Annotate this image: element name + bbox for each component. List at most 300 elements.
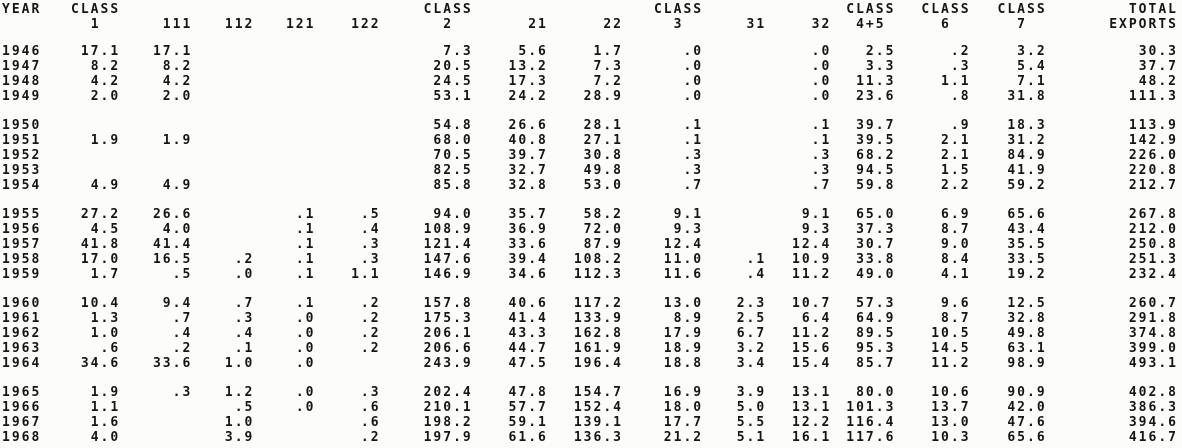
data-cell (315, 148, 380, 163)
data-cell (315, 59, 380, 74)
data-cell: 197.9 (423, 430, 473, 445)
data-cell: .6 (100, 341, 121, 356)
data-cell: 1.9 (162, 133, 193, 148)
data-cell: 136.3 (573, 430, 623, 445)
data-cell: 63.1 (1007, 341, 1047, 356)
spacer-row (2, 282, 1178, 296)
data-cell: 250.8 (1128, 237, 1178, 252)
data-cell: .7 (811, 178, 832, 193)
data-cell: 54.8 (433, 118, 473, 133)
data-cell: 9.3 (673, 222, 704, 237)
data-cell: .0 (811, 74, 832, 89)
year-cell: 1948 (2, 74, 42, 89)
data-cell (254, 89, 315, 104)
header-class_7 (971, 2, 1047, 32)
data-cell: 15.4 (792, 356, 832, 371)
header-label-top: CLASS (423, 2, 473, 17)
data-cell: 13.0 (931, 415, 971, 430)
data-cell: 206.1 (423, 326, 473, 341)
data-cell: 5.1 (736, 430, 767, 445)
data-cell: 53.1 (433, 89, 473, 104)
data-cell: .3 (360, 385, 381, 400)
data-cell: .5 (172, 267, 193, 282)
data-cell: 17.3 (508, 74, 548, 89)
data-cell: 4.9 (90, 178, 121, 193)
data-cell: 7.2 (593, 74, 623, 89)
data-cell: 6.4 (801, 311, 832, 326)
data-cell: 65.6 (1007, 207, 1047, 222)
data-cell: 7.3 (443, 44, 473, 59)
table-row (2, 222, 1178, 237)
data-cell: 48.2 (1138, 74, 1178, 89)
data-cell (315, 118, 380, 133)
data-cell: 493.1 (1128, 356, 1178, 371)
class-header-box (921, 2, 970, 32)
data-cell: 11.6 (663, 267, 704, 282)
header-total (1047, 2, 1178, 32)
data-cell: 251.3 (1128, 252, 1178, 267)
data-cell (254, 148, 315, 163)
data-cell: .2 (360, 326, 381, 341)
data-cell: 89.5 (856, 326, 896, 341)
data-cell: 32.7 (508, 163, 548, 178)
header-label-top: CLASS (921, 2, 971, 17)
year-cell: 1964 (2, 356, 42, 371)
data-cell: 5.0 (736, 400, 767, 415)
data-cell: 10.7 (792, 296, 832, 311)
data-cell: 291.8 (1128, 311, 1178, 326)
year-cell: 1965 (2, 385, 42, 400)
data-cell (120, 163, 192, 178)
data-cell: .3 (234, 311, 255, 326)
table-row (2, 59, 1178, 74)
data-cell: 20.5 (433, 59, 473, 74)
data-cell: .1 (683, 133, 704, 148)
data-cell: 226.0 (1128, 148, 1178, 163)
data-cell: 87.9 (583, 237, 623, 252)
class-header-box (998, 2, 1047, 32)
data-cell (47, 163, 120, 178)
year-cell: 1967 (2, 415, 42, 430)
header-row (2, 2, 1178, 32)
data-cell: 142.9 (1128, 133, 1178, 148)
data-cell: 4.2 (90, 74, 121, 89)
data-cell (254, 178, 315, 193)
data-cell: 31.2 (1007, 133, 1047, 148)
data-cell: 8.4 (941, 252, 971, 267)
data-cell: 117.2 (573, 296, 623, 311)
data-cell: 267.8 (1128, 207, 1178, 222)
data-cell: .0 (683, 44, 704, 59)
data-cell: 5.4 (1017, 59, 1047, 74)
data-cell: 1.7 (593, 44, 623, 59)
data-cell: .0 (811, 59, 832, 74)
data-cell: 57.3 (856, 296, 896, 311)
data-cell: 206.6 (423, 341, 473, 356)
data-cell: 147.6 (423, 252, 473, 267)
data-cell: 6.9 (941, 207, 971, 222)
data-cell: 10.9 (792, 252, 832, 267)
data-cell: 3.9 (736, 385, 767, 400)
data-cell: 53.0 (583, 178, 623, 193)
data-cell: 9.1 (801, 207, 832, 222)
exports-table (2, 2, 1178, 445)
data-cell: .0 (295, 326, 316, 341)
header-label-top: CLASS (997, 2, 1047, 17)
data-cell: 220.8 (1128, 163, 1178, 178)
data-cell: 5.5 (736, 415, 767, 430)
data-cell: 2.5 (736, 311, 767, 326)
data-cell: 1.1 (90, 400, 121, 415)
data-cell: 4.1 (941, 267, 971, 282)
data-cell: 2.0 (90, 89, 121, 104)
data-cell: 11.0 (663, 252, 704, 267)
data-cell: 49.8 (1007, 326, 1047, 341)
data-cell: .3 (950, 59, 971, 74)
data-cell: 65.6 (1007, 430, 1047, 445)
data-cell: 47.8 (508, 385, 548, 400)
table-row (2, 118, 1178, 133)
data-cell: .7 (683, 178, 704, 193)
data-cell: 26.6 (152, 207, 193, 222)
table-row (2, 207, 1178, 222)
data-cell: 3.2 (1017, 44, 1047, 59)
data-cell: 8.7 (941, 311, 971, 326)
header-col_32 (766, 2, 831, 32)
data-cell: 34.6 (80, 356, 121, 371)
data-cell: 94.5 (856, 163, 896, 178)
data-cell: 95.3 (856, 341, 896, 356)
data-cell: 162.8 (573, 326, 623, 341)
data-cell: 68.0 (433, 133, 473, 148)
data-cell: 133.9 (573, 311, 623, 326)
data-cell: 1.9 (90, 385, 121, 400)
data-cell (315, 356, 380, 371)
data-cell: 175.3 (423, 311, 473, 326)
data-cell: 113.9 (1128, 118, 1178, 133)
data-cell: 232.4 (1128, 267, 1178, 282)
data-cell: 40.6 (508, 296, 548, 311)
data-cell: 13.1 (792, 385, 832, 400)
data-cell: .9 (950, 118, 971, 133)
data-cell (192, 133, 254, 148)
data-cell: 152.4 (573, 400, 623, 415)
data-cell: 4.2 (162, 74, 193, 89)
data-cell: .1 (295, 267, 316, 282)
data-cell: 40.8 (508, 133, 548, 148)
table-row (2, 74, 1178, 89)
data-cell: .7 (234, 296, 255, 311)
data-cell (254, 415, 315, 430)
data-cell: .3 (811, 163, 832, 178)
data-cell (192, 222, 254, 237)
header-class_2 (381, 2, 473, 32)
year-cell: 1951 (2, 133, 42, 148)
data-cell: 85.7 (856, 356, 896, 371)
data-cell: 386.3 (1128, 400, 1178, 415)
data-cell: .0 (683, 59, 704, 74)
data-cell: 15.6 (792, 341, 832, 356)
data-cell: 3.3 (865, 59, 896, 74)
data-cell: 108.9 (423, 222, 473, 237)
data-cell: .0 (295, 400, 316, 415)
data-cell: 33.6 (508, 237, 548, 252)
header-label-bottom: 121 (285, 17, 316, 32)
data-cell (703, 89, 766, 104)
year-cell: 1953 (2, 163, 42, 178)
header-label-top (703, 2, 766, 17)
data-cell (254, 133, 315, 148)
data-cell: .0 (295, 341, 316, 356)
table-header (2, 2, 1178, 32)
header-class_4_5 (831, 2, 895, 32)
table-row (2, 178, 1178, 193)
data-cell: 70.5 (433, 148, 473, 163)
data-cell: 212.7 (1128, 178, 1178, 193)
header-label-bottom: EXPORTS (1109, 17, 1178, 32)
table-row (2, 311, 1178, 326)
data-cell: 39.5 (856, 133, 896, 148)
header-label-bottom: 122 (351, 17, 381, 32)
data-cell: 154.7 (573, 385, 623, 400)
year-cell: 1961 (2, 311, 42, 326)
data-cell (192, 44, 254, 59)
year-cell: 1958 (2, 252, 42, 267)
data-cell: 8.2 (90, 59, 121, 74)
data-cell: .7 (172, 311, 193, 326)
table-row (2, 400, 1178, 415)
data-cell: 2.5 (865, 44, 896, 59)
header-col_122 (315, 2, 380, 32)
data-cell: 59.2 (1007, 178, 1047, 193)
header-label-bottom: 6 (941, 17, 951, 32)
data-cell: .2 (950, 44, 971, 59)
header-label-bottom: 32 (811, 17, 832, 32)
data-cell: 17.1 (152, 44, 193, 59)
data-cell: .4 (234, 326, 255, 341)
data-cell: 43.3 (508, 326, 548, 341)
header-label-top: CLASS (653, 2, 704, 17)
data-cell: 24.2 (508, 89, 548, 104)
data-cell (120, 400, 192, 415)
data-cell: 9.0 (941, 237, 971, 252)
table-row (2, 341, 1178, 356)
data-cell (254, 59, 315, 74)
data-cell: .0 (811, 89, 832, 104)
data-cell: 13.1 (792, 400, 832, 415)
data-cell: 30.7 (856, 237, 896, 252)
year-cell: 1947 (2, 59, 42, 74)
data-cell (703, 178, 766, 193)
table-row (2, 133, 1178, 148)
header-class_6 (895, 2, 970, 32)
data-cell: 4.0 (162, 222, 193, 237)
header-year (2, 2, 47, 32)
data-cell: 41.8 (80, 237, 121, 252)
data-cell (315, 74, 380, 89)
year-cell: 1954 (2, 178, 42, 193)
data-cell: 243.9 (423, 356, 473, 371)
data-cell: 5.6 (518, 44, 548, 59)
spacer-cell (2, 104, 1178, 118)
data-cell: 1.5 (941, 163, 971, 178)
data-cell: 2.2 (941, 178, 971, 193)
data-cell (315, 163, 380, 178)
data-cell: 36.9 (508, 222, 548, 237)
data-cell: 10.5 (931, 326, 971, 341)
year-cell: 1962 (2, 326, 42, 341)
header-label-top: YEAR (2, 2, 42, 17)
header-label-bottom: 111 (162, 17, 193, 32)
data-cell: .0 (234, 267, 255, 282)
data-cell: .1 (295, 296, 316, 311)
data-cell: 394.6 (1128, 415, 1178, 430)
data-cell: 28.9 (583, 89, 623, 104)
header-label-top (315, 2, 380, 17)
data-cell: 58.2 (583, 207, 623, 222)
data-cell (254, 118, 315, 133)
year-cell: 1966 (2, 400, 42, 415)
data-cell: 4.0 (90, 430, 121, 445)
data-cell (315, 178, 380, 193)
data-cell: 16.5 (152, 252, 193, 267)
data-cell (192, 163, 254, 178)
year-cell: 1950 (2, 118, 42, 133)
data-cell: .1 (295, 237, 316, 252)
data-cell: 212.0 (1128, 222, 1178, 237)
header-label-bottom: 112 (224, 17, 255, 32)
spacer-row (2, 371, 1178, 385)
year-cell: 1949 (2, 89, 42, 104)
data-cell: 8.2 (162, 59, 193, 74)
data-cell: 14.5 (931, 341, 971, 356)
data-cell: 13.0 (663, 296, 704, 311)
data-cell: 16.1 (792, 430, 832, 445)
data-cell (192, 207, 254, 222)
data-cell: 39.4 (508, 252, 548, 267)
data-cell: 42.0 (1007, 400, 1047, 415)
data-cell: .5 (360, 207, 381, 222)
data-cell (315, 133, 380, 148)
data-cell: 9.3 (801, 222, 832, 237)
data-cell (192, 59, 254, 74)
data-cell: 64.9 (856, 311, 896, 326)
data-cell: .8 (950, 89, 971, 104)
header-class_3 (623, 2, 703, 32)
data-cell: 27.1 (583, 133, 623, 148)
class-header-box (654, 2, 703, 32)
data-cell: 17.7 (663, 415, 704, 430)
data-cell: 33.6 (152, 356, 193, 371)
data-cell: 12.4 (792, 237, 832, 252)
table-row (2, 267, 1178, 282)
data-cell: 108.2 (573, 252, 623, 267)
data-cell: 49.8 (583, 163, 623, 178)
header-label-bottom: 7 (1017, 17, 1027, 32)
data-cell: .3 (811, 148, 832, 163)
data-cell (703, 59, 766, 74)
data-cell: .2 (234, 252, 255, 267)
data-cell (192, 118, 254, 133)
data-cell: 11.2 (792, 326, 832, 341)
data-cell: 80.0 (856, 385, 896, 400)
data-cell: 1.1 (351, 267, 381, 282)
spacer-row (2, 32, 1178, 44)
data-cell: 1.2 (224, 385, 255, 400)
data-cell: 23.6 (856, 89, 896, 104)
data-cell: 161.9 (573, 341, 623, 356)
data-cell: 12.5 (1007, 296, 1047, 311)
header-label-top: CLASS (846, 2, 896, 17)
data-cell: 374.8 (1128, 326, 1178, 341)
header-col_22 (548, 2, 623, 32)
data-cell (703, 118, 766, 133)
header-label-top (766, 2, 831, 17)
data-cell: 3.4 (736, 356, 767, 371)
data-cell: 2.0 (162, 89, 193, 104)
data-cell: 9.4 (162, 296, 193, 311)
header-label-top (254, 2, 315, 17)
data-cell: 8.7 (941, 222, 971, 237)
data-cell (703, 148, 766, 163)
data-cell: .3 (360, 252, 381, 267)
data-cell: 68.2 (856, 148, 896, 163)
year-cell: 1968 (2, 430, 42, 445)
data-cell: 18.0 (663, 400, 704, 415)
data-cell: .1 (811, 118, 832, 133)
data-cell: 37.3 (856, 222, 896, 237)
data-cell: .1 (295, 222, 316, 237)
data-cell (47, 148, 120, 163)
data-cell: 17.9 (663, 326, 704, 341)
data-cell: 19.2 (1007, 267, 1047, 282)
data-cell: 11.2 (931, 356, 971, 371)
data-cell: 59.1 (508, 415, 548, 430)
data-cell: 1.3 (90, 311, 121, 326)
data-cell (703, 74, 766, 89)
data-cell: .6 (360, 400, 381, 415)
data-cell: 32.8 (1007, 311, 1047, 326)
data-cell (192, 178, 254, 193)
data-cell: 146.9 (423, 267, 473, 282)
data-cell: 2.1 (941, 148, 971, 163)
data-cell: .4 (172, 326, 193, 341)
data-cell: 6.7 (736, 326, 767, 341)
data-cell: 116.4 (846, 415, 896, 430)
data-cell: 90.9 (1007, 385, 1047, 400)
year-cell: 1963 (2, 341, 42, 356)
data-cell: 33.8 (856, 252, 896, 267)
data-cell: .3 (360, 237, 381, 252)
data-cell: 33.5 (1007, 252, 1047, 267)
data-cell: 72.0 (583, 222, 623, 237)
table-row (2, 252, 1178, 267)
data-cell: 35.7 (508, 207, 548, 222)
spacer-cell (2, 282, 1178, 296)
spacer-cell (2, 193, 1178, 207)
data-cell (254, 430, 315, 445)
data-cell: .0 (295, 356, 316, 371)
header-label-bottom: 4+5 (856, 17, 886, 32)
data-cell: 18.9 (663, 341, 704, 356)
data-cell: 198.2 (423, 415, 473, 430)
data-cell: 30.3 (1138, 44, 1178, 59)
table-row (2, 89, 1178, 104)
data-cell: 17.1 (80, 44, 121, 59)
data-cell: 98.9 (1007, 356, 1047, 371)
data-cell (254, 44, 315, 59)
table-body (2, 32, 1178, 445)
